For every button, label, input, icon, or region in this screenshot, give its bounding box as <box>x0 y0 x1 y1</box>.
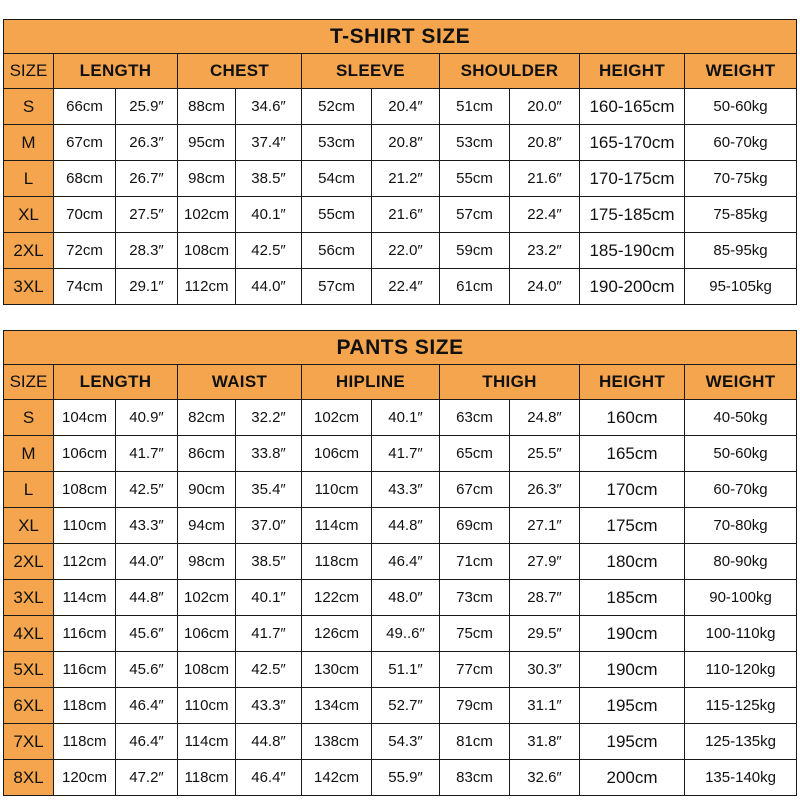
pants-cell-size: 7XL <box>4 724 54 760</box>
pants-cell-height: 195cm <box>580 724 685 760</box>
pants-cell-weight: 135-140kg <box>685 760 797 796</box>
pants-cell-length-in: 46.4″ <box>116 724 178 760</box>
tshirt-cell-sleeve-cm: 54cm <box>302 161 372 197</box>
pants-cell-height: 160cm <box>580 400 685 436</box>
tshirt-cell-height: 175-185cm <box>580 197 685 233</box>
pants-cell-waist-cm: 106cm <box>178 616 236 652</box>
tshirt-cell-length-in: 27.5″ <box>116 197 178 233</box>
tshirt-cell-size: 2XL <box>4 233 54 269</box>
pants-cell-height: 175cm <box>580 508 685 544</box>
tshirt-cell-length-in: 29.1″ <box>116 269 178 305</box>
pants-cell-weight: 70-80kg <box>685 508 797 544</box>
pants-cell-length-in: 44.8″ <box>116 580 178 616</box>
tshirt-cell-shoulder-in: 21.6″ <box>510 161 580 197</box>
tshirt-cell-height: 190-200cm <box>580 269 685 305</box>
pants-cell-thigh-cm: 67cm <box>440 472 510 508</box>
tshirt-cell-length-cm: 74cm <box>54 269 116 305</box>
pants-cell-waist-in: 38.5″ <box>236 544 302 580</box>
pants-cell-height: 185cm <box>580 580 685 616</box>
pants-cell-waist-in: 43.3″ <box>236 688 302 724</box>
tshirt-cell-length-cm: 72cm <box>54 233 116 269</box>
pants-cell-length-cm: 106cm <box>54 436 116 472</box>
pants-size-row <box>4 760 797 796</box>
pants-cell-size: 6XL <box>4 688 54 724</box>
pants-cell-thigh-cm: 83cm <box>440 760 510 796</box>
pants-cell-thigh-cm: 79cm <box>440 688 510 724</box>
tshirt-cell-height: 170-175cm <box>580 161 685 197</box>
pants-cell-hip-cm: 110cm <box>302 472 372 508</box>
pants-cell-length-in: 42.5″ <box>116 472 178 508</box>
tshirt-cell-chest-in: 42.5″ <box>236 233 302 269</box>
pants-weight-header: WEIGHT <box>685 365 797 400</box>
tshirt-cell-sleeve-cm: 56cm <box>302 233 372 269</box>
pants-cell-waist-in: 46.4″ <box>236 760 302 796</box>
tshirt-size-row <box>4 125 797 161</box>
pants-cell-thigh-in: 27.1″ <box>510 508 580 544</box>
tshirt-cell-size: L <box>4 161 54 197</box>
pants-cell-waist-in: 41.7″ <box>236 616 302 652</box>
tshirt-cell-chest-in: 40.1″ <box>236 197 302 233</box>
tshirt-cell-sleeve-cm: 55cm <box>302 197 372 233</box>
pants-cell-height: 165cm <box>580 436 685 472</box>
pants-cell-size: S <box>4 400 54 436</box>
pants-cell-length-cm: 120cm <box>54 760 116 796</box>
tshirt-size-row <box>4 269 797 305</box>
tshirt-weight-header: WEIGHT <box>685 54 797 89</box>
tshirt-size-table <box>3 19 797 305</box>
pants-cell-thigh-in: 30.3″ <box>510 652 580 688</box>
tshirt-cell-shoulder-cm: 51cm <box>440 89 510 125</box>
pants-cell-hip-cm: 126cm <box>302 616 372 652</box>
pants-cell-weight: 90-100kg <box>685 580 797 616</box>
pants-cell-length-in: 45.6″ <box>116 616 178 652</box>
pants-cell-size: XL <box>4 508 54 544</box>
pants-cell-hip-in: 55.9″ <box>372 760 440 796</box>
pants-cell-waist-in: 32.2″ <box>236 400 302 436</box>
tshirt-cell-sleeve-cm: 52cm <box>302 89 372 125</box>
pants-cell-thigh-in: 32.6″ <box>510 760 580 796</box>
tshirt-cell-shoulder-in: 22.4″ <box>510 197 580 233</box>
tshirt-cell-size: S <box>4 89 54 125</box>
pants-cell-waist-in: 40.1″ <box>236 580 302 616</box>
pants-cell-hip-cm: 142cm <box>302 760 372 796</box>
pants-cell-length-in: 46.4″ <box>116 688 178 724</box>
pants-cell-height: 180cm <box>580 544 685 580</box>
pants-cell-weight: 80-90kg <box>685 544 797 580</box>
tshirt-cell-height: 160-165cm <box>580 89 685 125</box>
pants-cell-length-cm: 108cm <box>54 472 116 508</box>
pants-cell-size: M <box>4 436 54 472</box>
pants-cell-size: 3XL <box>4 580 54 616</box>
tshirt-cell-weight: 70-75kg <box>685 161 797 197</box>
pants-cell-height: 195cm <box>580 688 685 724</box>
pants-cell-thigh-cm: 81cm <box>440 724 510 760</box>
tshirt-cell-chest-cm: 102cm <box>178 197 236 233</box>
tshirt-cell-shoulder-cm: 59cm <box>440 233 510 269</box>
pants-cell-hip-cm: 134cm <box>302 688 372 724</box>
pants-cell-thigh-in: 31.8″ <box>510 724 580 760</box>
pants-hipline-header: HIPLINE <box>302 365 440 400</box>
pants-size-header: SIZE <box>4 365 54 400</box>
tshirt-cell-shoulder-in: 24.0″ <box>510 269 580 305</box>
pants-cell-weight: 100-110kg <box>685 616 797 652</box>
pants-cell-hip-cm: 130cm <box>302 652 372 688</box>
pants-height-header: HEIGHT <box>580 365 685 400</box>
tshirt-cell-length-cm: 66cm <box>54 89 116 125</box>
tshirt-cell-sleeve-in: 20.8″ <box>372 125 440 161</box>
tshirt-cell-weight: 50-60kg <box>685 89 797 125</box>
pants-cell-length-cm: 118cm <box>54 688 116 724</box>
pants-cell-waist-cm: 90cm <box>178 472 236 508</box>
pants-size-row <box>4 580 797 616</box>
pants-cell-thigh-in: 27.9″ <box>510 544 580 580</box>
pants-cell-length-in: 41.7″ <box>116 436 178 472</box>
tshirt-cell-sleeve-in: 22.4″ <box>372 269 440 305</box>
pants-cell-hip-cm: 118cm <box>302 544 372 580</box>
pants-cell-height: 170cm <box>580 472 685 508</box>
pants-cell-hip-in: 44.8″ <box>372 508 440 544</box>
pants-table-title: PANTS SIZE <box>4 331 797 365</box>
pants-cell-thigh-in: 29.5″ <box>510 616 580 652</box>
tshirt-cell-shoulder-cm: 55cm <box>440 161 510 197</box>
tshirt-cell-sleeve-in: 21.2″ <box>372 161 440 197</box>
tshirt-cell-sleeve-cm: 53cm <box>302 125 372 161</box>
tshirt-cell-length-in: 25.9″ <box>116 89 178 125</box>
pants-cell-hip-cm: 114cm <box>302 508 372 544</box>
pants-cell-length-cm: 116cm <box>54 652 116 688</box>
tshirt-chest-header: CHEST <box>178 54 302 89</box>
pants-cell-length-in: 45.6″ <box>116 652 178 688</box>
pants-cell-waist-in: 44.8″ <box>236 724 302 760</box>
pants-cell-hip-in: 43.3″ <box>372 472 440 508</box>
pants-cell-size: L <box>4 472 54 508</box>
pants-cell-thigh-cm: 63cm <box>440 400 510 436</box>
tshirt-cell-chest-in: 44.0″ <box>236 269 302 305</box>
pants-size-row <box>4 652 797 688</box>
tshirt-size-row <box>4 233 797 269</box>
pants-cell-size: 4XL <box>4 616 54 652</box>
tshirt-length-header: LENGTH <box>54 54 178 89</box>
tshirt-cell-weight: 75-85kg <box>685 197 797 233</box>
tshirt-cell-shoulder-in: 20.8″ <box>510 125 580 161</box>
pants-cell-hip-in: 46.4″ <box>372 544 440 580</box>
pants-size-row <box>4 508 797 544</box>
pants-size-table <box>3 330 797 796</box>
tshirt-cell-chest-cm: 112cm <box>178 269 236 305</box>
tshirt-cell-size: XL <box>4 197 54 233</box>
pants-size-row <box>4 472 797 508</box>
pants-cell-thigh-in: 25.5″ <box>510 436 580 472</box>
pants-cell-waist-in: 42.5″ <box>236 652 302 688</box>
pants-cell-length-cm: 114cm <box>54 580 116 616</box>
tshirt-cell-weight: 60-70kg <box>685 125 797 161</box>
tshirt-cell-length-cm: 67cm <box>54 125 116 161</box>
pants-cell-waist-cm: 98cm <box>178 544 236 580</box>
pants-size-row <box>4 436 797 472</box>
pants-cell-length-in: 47.2″ <box>116 760 178 796</box>
pants-cell-waist-in: 37.0″ <box>236 508 302 544</box>
tshirt-cell-sleeve-cm: 57cm <box>302 269 372 305</box>
pants-cell-thigh-cm: 75cm <box>440 616 510 652</box>
pants-thigh-header: THIGH <box>440 365 580 400</box>
tshirt-cell-length-in: 26.3″ <box>116 125 178 161</box>
tshirt-cell-size: 3XL <box>4 269 54 305</box>
pants-cell-thigh-cm: 71cm <box>440 544 510 580</box>
pants-cell-thigh-in: 24.8″ <box>510 400 580 436</box>
pants-size-row <box>4 688 797 724</box>
pants-cell-waist-in: 33.8″ <box>236 436 302 472</box>
tshirt-size-row <box>4 197 797 233</box>
pants-cell-hip-cm: 122cm <box>302 580 372 616</box>
tshirt-cell-shoulder-cm: 53cm <box>440 125 510 161</box>
pants-cell-length-cm: 118cm <box>54 724 116 760</box>
pants-cell-length-cm: 104cm <box>54 400 116 436</box>
tshirt-size-row <box>4 89 797 125</box>
pants-cell-hip-cm: 138cm <box>302 724 372 760</box>
tshirt-cell-chest-in: 38.5″ <box>236 161 302 197</box>
pants-cell-hip-in: 51.1″ <box>372 652 440 688</box>
pants-cell-hip-in: 54.3″ <box>372 724 440 760</box>
tshirt-cell-sleeve-in: 22.0″ <box>372 233 440 269</box>
pants-cell-thigh-cm: 73cm <box>440 580 510 616</box>
tshirt-height-header: HEIGHT <box>580 54 685 89</box>
pants-cell-hip-in: 48.0″ <box>372 580 440 616</box>
pants-cell-waist-cm: 82cm <box>178 400 236 436</box>
tshirt-cell-chest-cm: 95cm <box>178 125 236 161</box>
pants-cell-length-in: 43.3″ <box>116 508 178 544</box>
tshirt-cell-chest-in: 34.6″ <box>236 89 302 125</box>
pants-waist-header: WAIST <box>178 365 302 400</box>
pants-cell-height: 190cm <box>580 652 685 688</box>
pants-cell-hip-in: 49..6″ <box>372 616 440 652</box>
tshirt-cell-size: M <box>4 125 54 161</box>
tshirt-cell-weight: 95-105kg <box>685 269 797 305</box>
pants-size-row <box>4 400 797 436</box>
pants-cell-size: 8XL <box>4 760 54 796</box>
pants-cell-hip-cm: 106cm <box>302 436 372 472</box>
pants-cell-waist-cm: 110cm <box>178 688 236 724</box>
pants-cell-weight: 50-60kg <box>685 436 797 472</box>
tshirt-cell-length-cm: 68cm <box>54 161 116 197</box>
pants-cell-thigh-in: 26.3″ <box>510 472 580 508</box>
pants-cell-waist-cm: 94cm <box>178 508 236 544</box>
tshirt-size-header: SIZE <box>4 54 54 89</box>
pants-cell-waist-in: 35.4″ <box>236 472 302 508</box>
tshirt-cell-length-in: 26.7″ <box>116 161 178 197</box>
tshirt-cell-sleeve-in: 21.6″ <box>372 197 440 233</box>
pants-size-row <box>4 544 797 580</box>
pants-cell-length-cm: 112cm <box>54 544 116 580</box>
tshirt-cell-shoulder-cm: 61cm <box>440 269 510 305</box>
tshirt-cell-weight: 85-95kg <box>685 233 797 269</box>
pants-size-row <box>4 616 797 652</box>
pants-length-header: LENGTH <box>54 365 178 400</box>
tshirt-shoulder-header: SHOULDER <box>440 54 580 89</box>
pants-cell-waist-cm: 118cm <box>178 760 236 796</box>
pants-cell-waist-cm: 108cm <box>178 652 236 688</box>
pants-cell-waist-cm: 86cm <box>178 436 236 472</box>
tshirt-cell-chest-cm: 88cm <box>178 89 236 125</box>
pants-cell-length-in: 44.0″ <box>116 544 178 580</box>
pants-cell-thigh-in: 31.1″ <box>510 688 580 724</box>
pants-size-row <box>4 724 797 760</box>
pants-cell-hip-in: 40.1″ <box>372 400 440 436</box>
pants-cell-length-in: 40.9″ <box>116 400 178 436</box>
pants-cell-thigh-cm: 69cm <box>440 508 510 544</box>
tshirt-cell-sleeve-in: 20.4″ <box>372 89 440 125</box>
tshirt-cell-height: 165-170cm <box>580 125 685 161</box>
pants-cell-thigh-cm: 77cm <box>440 652 510 688</box>
tshirt-cell-shoulder-in: 23.2″ <box>510 233 580 269</box>
pants-cell-length-cm: 110cm <box>54 508 116 544</box>
pants-cell-hip-in: 41.7″ <box>372 436 440 472</box>
tshirt-cell-chest-in: 37.4″ <box>236 125 302 161</box>
pants-cell-weight: 115-125kg <box>685 688 797 724</box>
pants-cell-size: 5XL <box>4 652 54 688</box>
tshirt-cell-chest-cm: 98cm <box>178 161 236 197</box>
pants-cell-height: 200cm <box>580 760 685 796</box>
pants-cell-waist-cm: 114cm <box>178 724 236 760</box>
tshirt-cell-length-in: 28.3″ <box>116 233 178 269</box>
tshirt-cell-shoulder-in: 20.0″ <box>510 89 580 125</box>
tshirt-cell-chest-cm: 108cm <box>178 233 236 269</box>
tshirt-cell-shoulder-cm: 57cm <box>440 197 510 233</box>
tshirt-sleeve-header: SLEEVE <box>302 54 440 89</box>
tshirt-table-title: T-SHIRT SIZE <box>4 20 797 54</box>
pants-cell-length-cm: 116cm <box>54 616 116 652</box>
pants-cell-waist-cm: 102cm <box>178 580 236 616</box>
pants-cell-hip-cm: 102cm <box>302 400 372 436</box>
pants-cell-hip-in: 52.7″ <box>372 688 440 724</box>
pants-cell-weight: 60-70kg <box>685 472 797 508</box>
pants-cell-size: 2XL <box>4 544 54 580</box>
tshirt-size-row <box>4 161 797 197</box>
pants-cell-height: 190cm <box>580 616 685 652</box>
pants-cell-weight: 110-120kg <box>685 652 797 688</box>
tshirt-cell-length-cm: 70cm <box>54 197 116 233</box>
pants-cell-thigh-in: 28.7″ <box>510 580 580 616</box>
tshirt-cell-height: 185-190cm <box>580 233 685 269</box>
pants-cell-weight: 40-50kg <box>685 400 797 436</box>
pants-cell-weight: 125-135kg <box>685 724 797 760</box>
pants-cell-thigh-cm: 65cm <box>440 436 510 472</box>
